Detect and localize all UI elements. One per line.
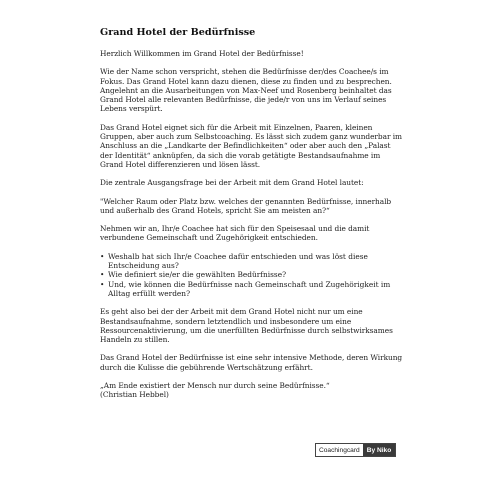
method-line: Das Grand Hotel der Bedürfnisse ist eine sehr intensive Methode, deren Wirkung [100, 353, 403, 363]
purpose-line: Es geht also bei der der Arbeit mit dem Grand Hotel nicht nur um eine [100, 307, 363, 317]
followup-line: verbundene Gemeinschaft und Zugehörigkeit entschieden. [100, 233, 318, 243]
central-question-line: und außerhalb des Grand Hotels, spricht Sie am meisten an?“ [100, 205, 330, 215]
intro-line: Wie der Name schon verspricht, stehen die Bedürfnisse der/des Coachee/s im [100, 67, 389, 77]
welcome-paragraph [100, 49, 390, 58]
usage-line: der Identität“ anknüpfen, da sich die vorab getätigte Bestandsaufnahme im [100, 150, 381, 160]
central-question-intro [100, 178, 390, 187]
central-question-line: "Welcher Raum oder Platz bzw. welches der genannten Bedürfnisse, innerhalb [100, 196, 392, 206]
intro-line: Lebens verspürt. [100, 104, 163, 114]
quote-author: (Christian Hebbel) [100, 390, 169, 400]
intro-paragraph [100, 67, 390, 113]
brand-badge-left: Coachingcard [316, 444, 363, 456]
list-item [100, 252, 390, 271]
intro-line: Angelehnt an die Ausarbeitungen von Max-Neef und Rosenberg beinhaltet das [100, 85, 392, 95]
list-item-line: • Und, wie können die Bedürfnisse nach Gemeinschaft und Zugehörigkeit im [108, 279, 391, 289]
quote-text: „Am Ende existiert der Mensch nur durch seine Bedürfnisse.“ [100, 381, 330, 391]
intro-line: Fokus. Das Grand Hotel kann dazu dienen, diese zu finden und zu besprechen. [100, 76, 392, 86]
usage-line: Das Grand Hotel eignet sich für die Arbeit mit Einzelnen, Paaren, kleinen [100, 122, 373, 132]
usage-line: Anschluss an die „Landkarte der Befindlichkeiten“ oder aber auch den „Palast [100, 141, 391, 151]
usage-line: Gruppen, aber auch zum Selbstcoaching. Es lässt sich zudem ganz wunderbar im [100, 132, 402, 142]
list-item [100, 270, 390, 279]
list-item-line: • Weshalb hat sich Ihr/e Coachee dafür entschieden und was löst diese [108, 251, 368, 261]
document-page [100, 27, 403, 409]
brand-badge [315, 443, 396, 457]
method-line: durch die Kulisse die gebührende Wertschätzung erfährt. [100, 362, 313, 372]
welcome-line: Herzlich Willkommen im Grand Hotel der Bedürfnisse! [100, 49, 304, 58]
usage-paragraph [100, 122, 402, 169]
brand-badge-right: By Niko [363, 444, 396, 456]
purpose-line: Bestandsaufnahme, sondern letztendlich und insbesondere um eine [100, 316, 352, 326]
list-item [100, 280, 390, 299]
list-item-line: • Wie definiert sie/er die gewählten Bedürfnisse? [108, 270, 287, 280]
purpose-line: Handeln zu stillen. [100, 335, 170, 345]
question-list [100, 252, 390, 298]
purpose-line: Ressourcenaktivierung, um die unerfüllten Bedürfnisse durch selbstwirksames [100, 325, 393, 335]
usage-line: Grand Hotel differenzieren und lösen lässt. [100, 159, 261, 169]
followup-line: Nehmen wir an, Ihr/e Coachee hat sich für den Speisesaal und die damit [100, 224, 370, 234]
document-title: Grand Hotel der Bedürfnisse [100, 27, 256, 38]
purpose-paragraph [100, 307, 393, 345]
central-question [100, 197, 390, 216]
intro-line: Grand Hotel alle relevanten Bedürfnisse, die jede/r von uns im Verlauf seines [100, 95, 387, 105]
central-question-intro-line: Die zentrale Ausgangsfrage bei der Arbeit mit dem Grand Hotel lautet: [100, 178, 364, 188]
list-item-line: Entscheidung aus? [108, 261, 179, 271]
list-item-line: Alltag erfüllt werden? [108, 288, 191, 298]
followup-paragraph [100, 224, 390, 243]
quote-block [100, 381, 390, 400]
method-paragraph [100, 353, 403, 372]
